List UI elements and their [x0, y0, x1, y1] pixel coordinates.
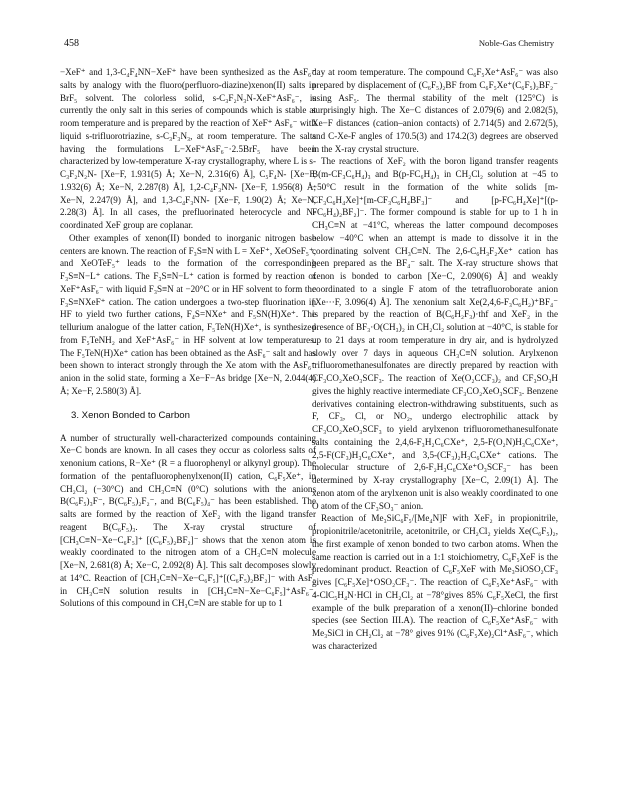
paragraph: The reactions of XeF₂ with the boron ligand transfer reagents B(m-CF₃C₆H₄)₃ and B(p-FC₆H₄)₃ in CH₂Cl₂ solution at −45 to −50°C result in the formation of the white solids [m-CF₃C₆H₄Xe]⁺[m-CF₃C₆H₄BF₃]⁻ and [p-FC₆H₄Xe]⁺[(p-FC₆H₄)₂BF₂]⁻. The former compound is stable for up to 1 h in CH₃C≡N at −41°C, whereas the latter compound decomposes below −40°C when an attempt is made to dissolve it in the coordinating solvent CH₃C≡N. The 2,6-C₆H₃F₂Xe⁺ cation has been prepared as the BF₄⁻ salt. The X-ray structure shows that xenon is bonded to carbon [Xe−C, 2.090(6) Å] and weakly coordinated to a single F atom of the tetrafluoroborate anion [Xe···F, 3.096(4) Å]. The xenonium salt Xe(2,4,6-F₃C₆H₂)⁺BF₄⁻ is prepared by the reaction of B(C₆H₂F₃)·thf and XeF₂ in the presence of BF₃·O(CH₃)₂ in CH₂Cl₂ solution at −40°C, is stable for up to 21 days at room temperature in dry air, and is hydrolyzed slowly over 7 days in aqueous CH₃C≡N solution. Arylxenon trifluoromethanesulfonates are directly prepared by reaction with CF₃CO₂XeO₃SCF₃. The reaction of Xe(O₂CCF₃)₂ and CF₃SO₃H gives the highly reactive intermediate CF₃CO₂XeO₃SCF₃. Benzene derivatives containing electron-withdrawing substituents, such as F, CF₃, Cl, or NO₂, undergo electrophilic attack by CF₃CO₂XeO₃SCF₃ to yield arylxenon trifluoromethanesulfonate salts containing the 2,4,6-F₃H₂C₆CXe⁺, 2,5-F(O₂N)H₃C₆CXe⁺, 2,5-F(CF₃)H₃C₆CXe⁺, and 3,5-(CF₃)₂H₃C₆CXe⁺ cations. The molecular structure of 2,6-F₂H₃C₆CXe⁺O₃SCF₃⁻ has been determined by X-ray crystallography [Xe−C, 2.09(1) Å]. The xenon atom of the arylxenon unit is also weakly coordinated to one O atom of the CF₃SO₃⁻ anion.	[312, 156, 558, 511]
paragraph: −XeF⁺ and 1,3-C₄F₄NN−XeF⁺ have been synthesized as the AsF₆⁻ salts by analogy with the fluoro(perfluoro-diazine)xenon(II) salts in BrF₅ solvent. The colorless solid, s-C₃F₂N₃N-XeF⁺AsF₆⁻, is currently the only salt in this series of compounds which is stable at room temperature and is prepared by the reaction of XeF⁺ AsF₆⁻ with liquid s-trifluorotriazine, s-C₃F₃N₃, at room temperature. The salts having the formulations L−XeF⁺AsF₆⁻·2.5BrF₅ have been characterized by low-temperature X-ray crystallography, where L is s-C₃F₂N₂N- [Xe−F, 1.931(5) Å; Xe−N, 2.316(6) Å], C₅F₄N- [Xe−F, 1.932(6) Å; Xe−N, 2.287(8) Å], 1,2-C₄F₃NN- [Xe−F, 1.956(8) Å; Xe−N, 2.247(9) Å], and 1,3-C₄F₃NN- [Xe−F, 1.90(2) Å; Xe−N, 2.28(3) Å]. In all cases, the prefluorinated heterocycle and N-coordinated XeF group are coplanar.	[60, 67, 316, 230]
left-column	[60, 66, 316, 610]
paragraph: A number of structurally well-characterized compounds containing Xe−C bonds are known. In all cases they occur as colorless salts of xenonium cations, R−Xe⁺ (R = a fluorophenyl or alkynyl group). The formation of the pentafluorophenylxenon(II) cation, C₆F₅Xe⁺, in CH₂Cl₂ (−30°C) and CH₃C≡N (0°C) solutions with the anions B(C₆F₅)₃F⁻, B(C₆F₅)₂F₂⁻, and B(C₆F₅)₄⁻ has been established. The salts are formed by the reaction of XeF₂ with the ligand transfer reagent B(C₆F₅)₃. The X-ray crystal structure of [CH₃C≡N−Xe−C₆F₅]⁺ [(C₆F₅)₂BF₂]⁻ shows that the xenon atom is weakly coordinated to the nitrogen atom of a CH₃C≡N molecule [Xe−N, 2.681(8) Å; Xe−C, 2.092(8) Å]. This salt decomposes slowly at 14°C. Reaction of [CH₃C≡N−Xe−C₆F₅]⁺[(C₆F₅)₂BF₂]⁻ with AsF₅ in CH₃C≡N solution results in [CH₃C≡N−Xe−C₆F₅]⁺AsF₆⁻. Solutions of this compound in CH₃C≡N are stable for up to 1	[60, 432, 316, 609]
paragraph: Other examples of xenon(II) bonded to inorganic nitrogen base centers are known. The reaction of F₃S≡N with L = XeF⁺, XeOSeF₅⁺, and XeOTeF₅⁺ leads to the formation of the corresponding F₃S≡N−L⁺ cations. The F₃S≡N−L⁺ cation is formed by reaction of XeF⁺AsF₆⁻ with liquid F₃S≡N at −20°C or in HF solvent to form the F₃S≡NXeF⁺ cation. The cation undergoes a two-step fluorination in HF to yield two further cations, F₄S=NXe⁺ and F₅SN(H)Xe⁺. The tellurium analogue of the latter cation, F₅TeN(H)Xe⁺, is synthesized from F₅TeNH₂ and XeF⁺AsF₆⁻ in HF solvent at low temperatures. The F₅TeN(H)Xe⁺ cation has been obtained as the AsF₆⁻ salt and has been shown to interact strongly through the Xe atom with the AsF₆⁻ anion in the solid state, forming a Xe−F−As bridge [Xe−N, 2.044(4) Å; Xe−F, 2.580(3) Å].	[60, 232, 316, 396]
paragraph: day at room temperature. The compound C₆F₅Xe⁺AsF₆⁻ was also prepared by displacement of (C₆F₅)₂BF from C₆F₅Xe⁺(C₆F₅)₂BF₂⁻ using AsF₅. The thermal stability of the melt (125°C) is surprisingly high. The Xe−C distances of 2.079(6) and 2.082(5), Xe−F distances (cation–anion contacts) of 2.714(5) and 2.672(5), and C-Xe-F angles of 170.5(3) and 174.2(3) degrees are observed in the X-ray crystal structure.	[312, 67, 558, 154]
page-number: 458	[64, 38, 79, 49]
running-head: Noble-Gas Chemistry	[478, 38, 554, 48]
paragraph: Reaction of Me₃SiC₆F₅/[Me₄N]F with XeF₂ in propionitrile, propionitrile/acetonitrile, acetonitrile, or CH₂Cl₂ yields Xe(C₆F₅)₂, the first example of xenon bonded to two carbon atoms. When the same reaction is carried out in a 1:1 stoichiometry, C₆F₅XeF is the predominant product. Reaction of C₆F₅XeF with Me₃SiOSO₂CF₃ gives [C₆F₅Xe]⁺OSO₂CF₃⁻. The reaction of C₆F₅Xe⁺AsF₆⁻ with 4-ClC₅H₄N·HCl in CH₂Cl₂ at −78°gives 85% C₆F₅XeCl, the first example of the bulk preparation of a xenon(II)–chlorine bonded species (see Section III.A). The reaction of C₆F₅Xe⁺AsF₆⁻ with Me₃SiCl in CH₂Cl₂ at −78° gives 91% (C₆F₅Xe)₂Cl⁺AsF₆⁻, which was characterized	[312, 513, 558, 651]
right-column	[312, 66, 558, 653]
section-heading: 3. Xenon Bonded to Carbon	[71, 409, 190, 421]
